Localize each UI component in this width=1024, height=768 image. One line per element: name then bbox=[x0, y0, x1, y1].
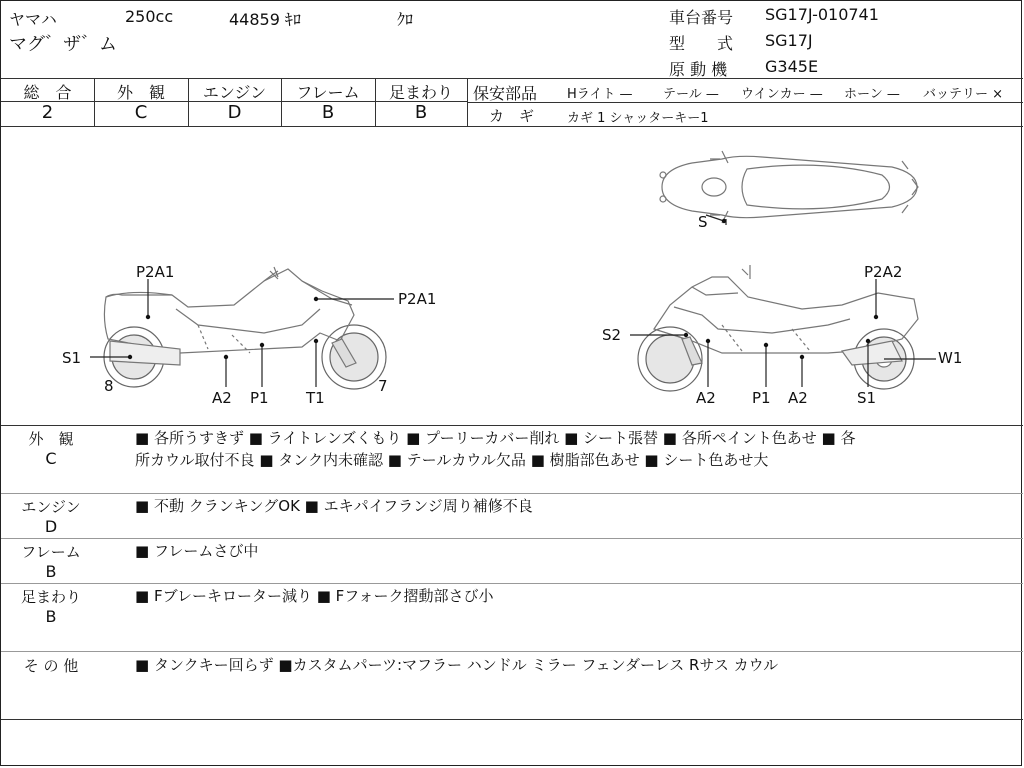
label-p2a1-left-top: P2A1 bbox=[136, 263, 175, 281]
model-name: マグ゛ザ゛ム bbox=[9, 34, 117, 55]
displacement: 250cc bbox=[125, 7, 174, 26]
grade-frame-label: フレーム bbox=[296, 83, 360, 102]
label-s2-right: S2 bbox=[602, 326, 622, 344]
scooter-left-view bbox=[104, 267, 386, 389]
color: ｸﾛ bbox=[397, 10, 414, 29]
remark-suspension-label: 足まわり bbox=[20, 588, 81, 606]
part-horn: ホーン — bbox=[844, 87, 900, 102]
label-s1-left: S1 bbox=[62, 349, 82, 367]
remark-other-line1: ■ タンクキー回らず ■カスタムパーツ:マフラー ハンドル ミラー フェンダーレス Rサス カウル bbox=[135, 656, 779, 674]
label-8-left: 8 bbox=[104, 377, 114, 395]
grade-frame-value: B bbox=[321, 102, 335, 123]
remark-other-label: そ の 他 bbox=[23, 657, 79, 675]
maker: ヤマハ bbox=[9, 10, 57, 29]
remark-engine-grade: D bbox=[44, 517, 58, 536]
remark-frame-line1: ■ フレームさび中 bbox=[135, 542, 259, 560]
divider bbox=[1, 719, 1023, 720]
grade-engine-label: エンジン bbox=[202, 83, 267, 102]
remark-exterior-grade: C bbox=[45, 449, 57, 468]
grade-total-value: 2 bbox=[41, 102, 54, 123]
label-7-left: 7 bbox=[378, 377, 388, 395]
grade-exterior-label: 外 観 bbox=[116, 83, 165, 102]
remark-frame-label: フレーム bbox=[21, 543, 81, 561]
type-value: SG17J bbox=[765, 31, 813, 50]
mileage: 44859 ｷﾛ bbox=[229, 10, 301, 29]
grade-total-label: 総 合 bbox=[23, 83, 72, 102]
key-label: カ ギ bbox=[489, 107, 535, 125]
remark-exterior-line2: 所カウル取付不良 ■ タンク内未確認 ■ テールカウル欠品 ■ 樹脂部色あせ ■ シート色あせ大 bbox=[135, 451, 769, 469]
divider bbox=[467, 78, 468, 126]
grade-suspension-value: B bbox=[414, 102, 428, 123]
divider bbox=[1, 583, 1023, 584]
grade-exterior-value: C bbox=[134, 102, 148, 123]
remark-engine-label: エンジン bbox=[21, 498, 81, 516]
key-value: カギ 1 シャッターキー1 bbox=[567, 111, 709, 126]
part-battery: バッテリー × bbox=[923, 87, 1004, 102]
label-t1-left: T1 bbox=[306, 389, 325, 407]
remark-suspension-grade: B bbox=[45, 607, 57, 626]
remark-exterior-label: 外 観 bbox=[28, 430, 74, 448]
frame-no-label: 車台番号 bbox=[669, 8, 734, 27]
safety-parts-label: 保安部品 bbox=[473, 84, 538, 103]
grade-suspension-label: 足まわり bbox=[388, 83, 453, 102]
part-tail: テール — bbox=[663, 87, 719, 102]
label-s1-right: S1 bbox=[857, 389, 877, 407]
label-p2a2-right: P2A2 bbox=[864, 263, 903, 281]
remark-engine-line1: ■ 不動 クランキングOK ■ エキパイフランジ周り補修不良 bbox=[135, 497, 533, 515]
remark-suspension-line1: ■ Fブレーキローター減り ■ Fフォーク摺動部さび小 bbox=[135, 587, 494, 605]
divider bbox=[1, 493, 1023, 494]
label-s-top: S bbox=[698, 213, 708, 231]
divider bbox=[1, 425, 1023, 426]
type-label: 型 式 bbox=[669, 34, 734, 53]
remark-exterior-line1: ■ 各所うすきず ■ ライトレンズくもり ■ プーリーカバー削れ ■ シート張替 ■ 各所ペイント色あせ ■ 各 bbox=[135, 429, 856, 447]
divider bbox=[1, 78, 1023, 79]
leader-lines bbox=[90, 215, 936, 387]
label-p1-left: P1 bbox=[250, 389, 269, 407]
part-winker: ウインカー — bbox=[741, 87, 823, 102]
frame-no-value: SG17J-010741 bbox=[765, 5, 879, 24]
label-w1-right: W1 bbox=[938, 349, 963, 367]
label-p2a1-left-front: P2A1 bbox=[398, 290, 437, 308]
damage-diagram bbox=[2, 129, 1022, 425]
label-a2-right: A2 bbox=[696, 389, 716, 407]
divider bbox=[1, 126, 1023, 127]
label-p1-right: P1 bbox=[752, 389, 771, 407]
divider bbox=[1, 538, 1023, 539]
divider bbox=[1, 651, 1023, 652]
remark-frame-grade: B bbox=[45, 562, 57, 581]
engine-label: 原 動 機 bbox=[669, 60, 728, 79]
damage-points bbox=[128, 219, 878, 359]
engine-value: G345E bbox=[765, 57, 819, 76]
part-headlight: Hライト — bbox=[567, 87, 633, 102]
divider bbox=[467, 102, 1023, 103]
label-a2-right-2: A2 bbox=[788, 389, 808, 407]
grade-engine-value: D bbox=[227, 102, 242, 123]
label-a2-left: A2 bbox=[212, 389, 232, 407]
